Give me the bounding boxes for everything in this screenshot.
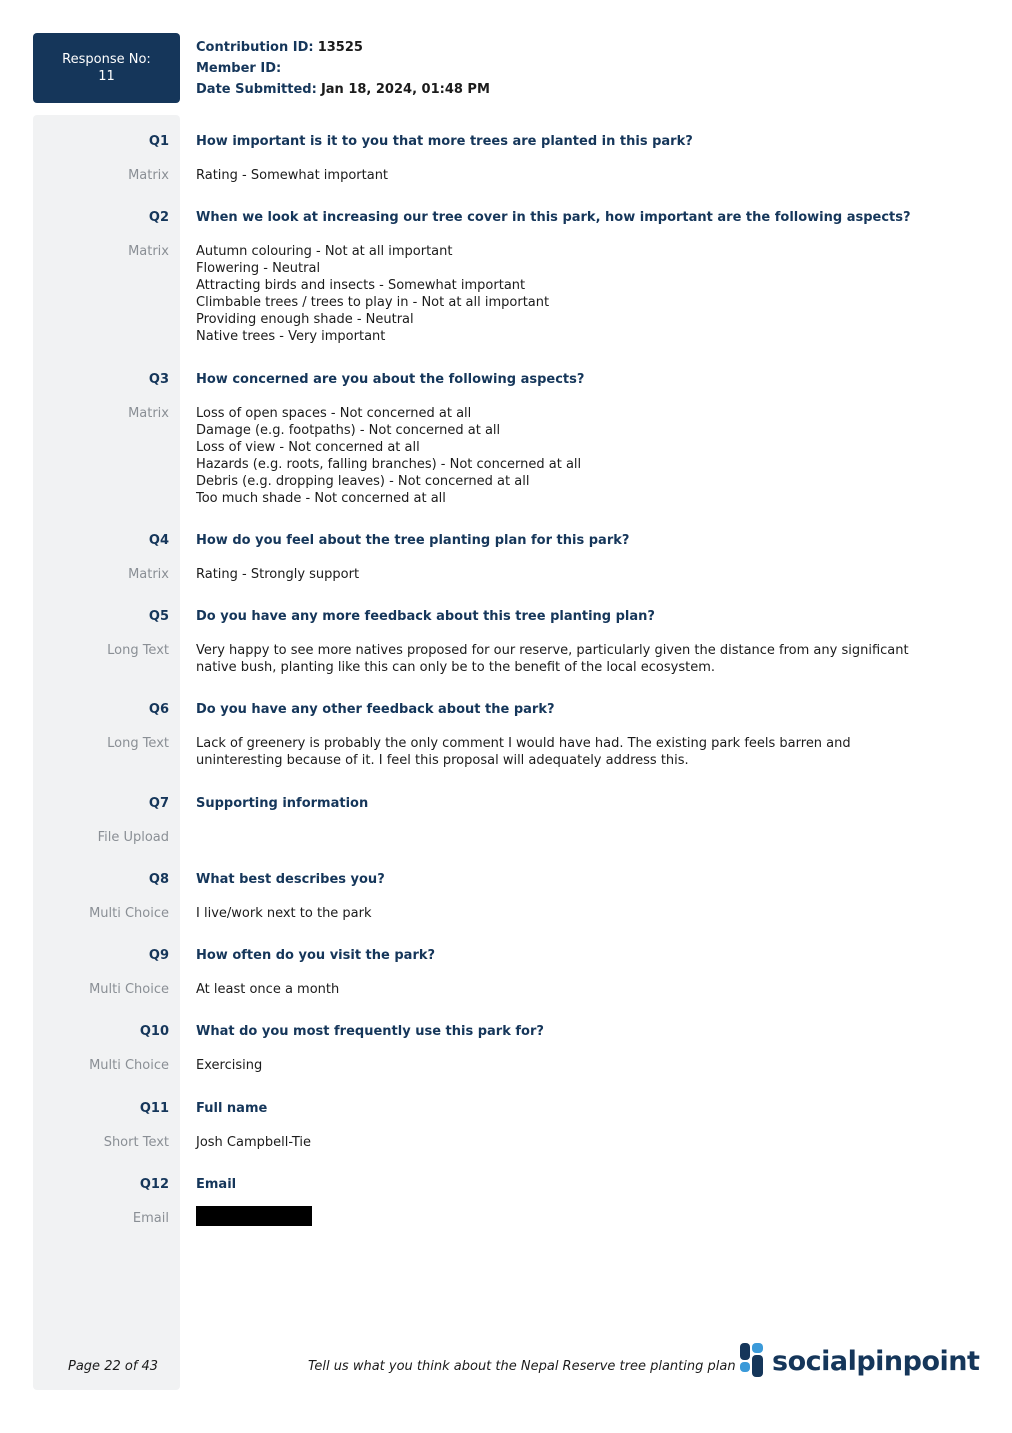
question-title: Email xyxy=(196,1177,237,1192)
answer-line: Debris (e.g. dropping leaves) - Not concerned at all xyxy=(196,474,530,489)
answer-line: I live/work next to the park xyxy=(196,906,372,921)
question-number: Q6 xyxy=(148,702,169,717)
question-number: Q7 xyxy=(148,796,169,811)
answer xyxy=(196,1057,941,1074)
answer xyxy=(196,735,941,769)
question-number: Q10 xyxy=(139,1024,169,1039)
question-type: Matrix xyxy=(128,406,169,421)
answer xyxy=(196,167,941,184)
answer xyxy=(196,642,941,676)
answer-line: Flowering - Neutral xyxy=(196,261,321,276)
question-type: Multi Choice xyxy=(89,982,169,997)
answer xyxy=(196,405,941,507)
answer-line: Attracting birds and insects - Somewhat important xyxy=(196,278,526,293)
logo-text: socialpinpoint xyxy=(772,1345,980,1377)
question-title: Do you have any other feedback about the park? xyxy=(196,702,555,717)
footer-title: Tell us what you think about the Nepal Reserve tree planting plan xyxy=(308,1359,736,1374)
response-label: Response No: xyxy=(62,52,151,67)
answer xyxy=(196,905,941,922)
submission-meta xyxy=(196,37,490,100)
redacted-email-block xyxy=(196,1206,312,1226)
question-type: Email xyxy=(132,1211,169,1226)
question-type: Long Text xyxy=(107,643,169,658)
answer-line: At least once a month xyxy=(196,982,340,997)
response-number-box xyxy=(33,33,180,103)
answer-line: Loss of view - Not concerned at all xyxy=(196,440,420,455)
question-type: Long Text xyxy=(107,736,169,751)
question-type: Matrix xyxy=(128,567,169,582)
question-number: Q1 xyxy=(148,134,169,149)
question-title: How do you feel about the tree planting plan for this park? xyxy=(196,533,630,548)
answer-line: Too much shade - Not concerned at all xyxy=(196,491,446,506)
date-submitted-label: Date Submitted: xyxy=(196,82,317,97)
question-title: Supporting information xyxy=(196,796,369,811)
question-title: How often do you visit the park? xyxy=(196,948,436,963)
question-number: Q3 xyxy=(148,372,169,387)
answer-line: Autumn colouring - Not at all important xyxy=(196,244,453,259)
answer-line: Damage (e.g. footpaths) - Not concerned at all xyxy=(196,423,501,438)
question-type: File Upload xyxy=(97,830,169,845)
answer-line: Loss of open spaces - Not concerned at all xyxy=(196,406,472,421)
date-submitted-value: Jan 18, 2024, 01:48 PM xyxy=(320,82,490,97)
logo-mark-icon xyxy=(740,1343,764,1379)
question-type: Short Text xyxy=(103,1135,169,1150)
answer xyxy=(196,566,941,583)
answer-line: Rating - Strongly support xyxy=(196,567,360,582)
question-title: How concerned are you about the following aspects? xyxy=(196,372,585,387)
answer xyxy=(196,1210,941,1231)
answer-line: Hazards (e.g. roots, falling branches) - Not concerned at all xyxy=(196,457,582,472)
socialpinpoint-logo xyxy=(740,1343,979,1379)
question-number: Q4 xyxy=(148,533,169,548)
question-type: Matrix xyxy=(128,168,169,183)
question-number: Q12 xyxy=(139,1177,169,1192)
answer xyxy=(196,981,941,998)
question-title: When we look at increasing our tree cover in this park, how important are the following aspects? xyxy=(196,210,911,225)
page-number: Page 22 of 43 xyxy=(68,1359,159,1374)
answer-line: Josh Campbell-Tie xyxy=(196,1135,312,1150)
answer-line: Providing enough shade - Neutral xyxy=(196,312,414,327)
question-number: Q8 xyxy=(148,872,169,887)
answer xyxy=(196,243,941,345)
answer-text: Lack of greenery is probably the only comment I would have had. The existing park feels barren and uninteresting because of it. I feel this proposal will adequately address this. xyxy=(196,736,851,768)
contribution-id-label: Contribution ID: xyxy=(196,40,314,55)
question-title: What best describes you? xyxy=(196,872,385,887)
question-number: Q9 xyxy=(148,948,169,963)
question-number: Q11 xyxy=(139,1101,169,1116)
answer-line: Native trees - Very important xyxy=(196,329,386,344)
question-title: What do you most frequently use this park for? xyxy=(196,1024,544,1039)
question-title: Full name xyxy=(196,1101,268,1116)
question-title: How important is it to you that more trees are planted in this park? xyxy=(196,134,693,149)
answer xyxy=(196,1134,941,1151)
question-sidebar xyxy=(33,115,180,1390)
question-number: Q5 xyxy=(148,609,169,624)
answer-line: Exercising xyxy=(196,1058,263,1073)
question-type: Multi Choice xyxy=(89,1058,169,1073)
answer-line: Rating - Somewhat important xyxy=(196,168,389,183)
question-type: Multi Choice xyxy=(89,906,169,921)
answer-line: Climbable trees / trees to play in - Not at all important xyxy=(196,295,550,310)
member-id-label: Member ID: xyxy=(196,61,282,76)
answer-text: Very happy to see more natives proposed for our reserve, particularly given the distance from any significant native bush, planting like this can only be to the benefit of the local ecosystem. xyxy=(196,643,909,675)
question-type: Matrix xyxy=(128,244,169,259)
response-number: 11 xyxy=(98,69,115,84)
contribution-id-value: 13525 xyxy=(317,40,363,55)
question-number: Q2 xyxy=(148,210,169,225)
question-title: Do you have any more feedback about this tree planting plan? xyxy=(196,609,655,624)
